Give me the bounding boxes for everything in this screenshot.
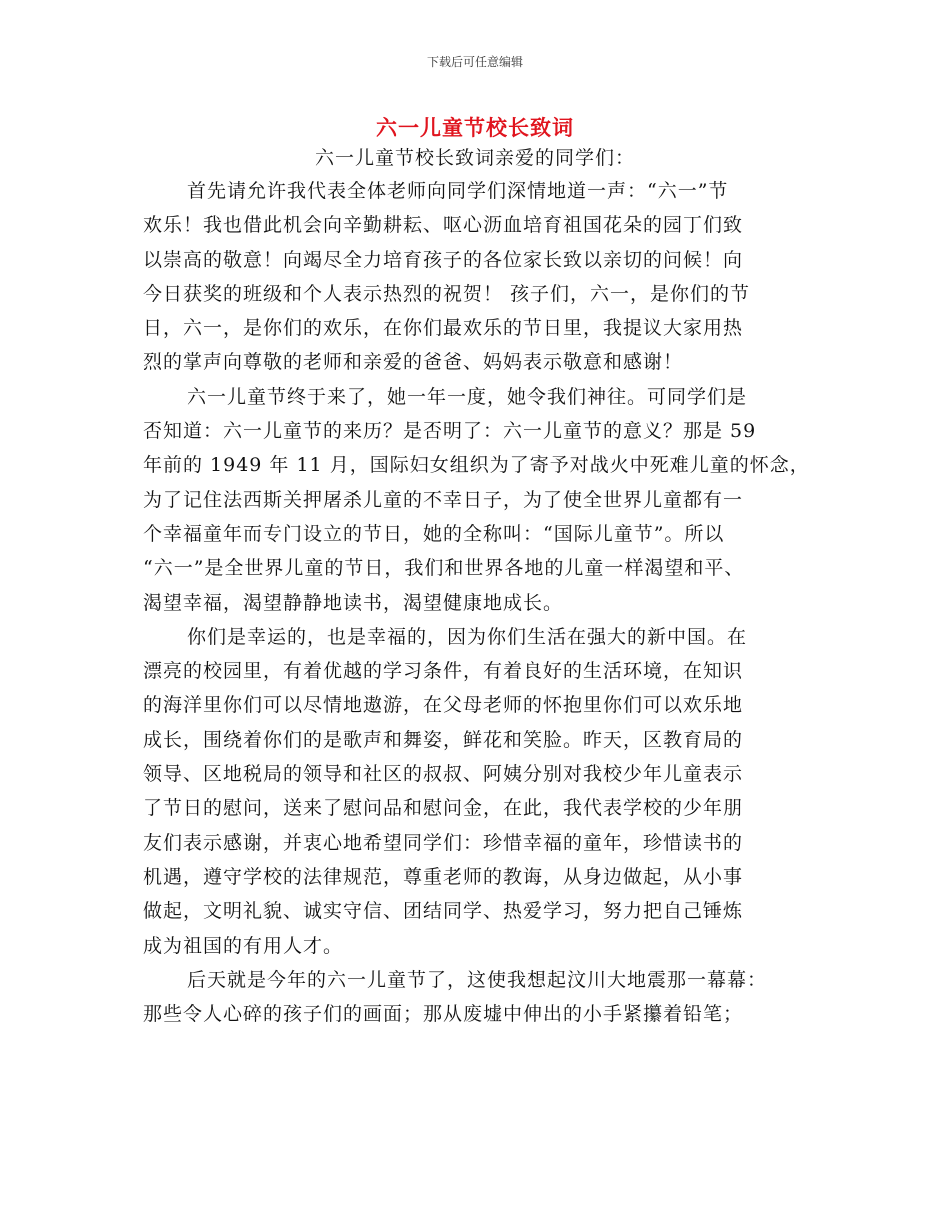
paragraph-line: 了节日的慰问，送来了慰问品和慰问金，在此，我代表学校的少年朋 [143,797,744,820]
paragraph-line: 以崇高的敬意！向竭尽全力培育孩子的各位家长致以亲切的问候！向 [143,248,744,271]
paragraph-line: 漂亮的校园里，有着优越的学习条件，有着良好的生活环境，在知识 [143,660,744,683]
paragraph-line: 机遇，遵守学校的法律规范，尊重老师的教诲，从身边做起，从小事 [143,865,744,888]
paragraph-line: 后天就是今年的六一儿童节了，这使我想起汶川大地震那一幕幕： [187,968,768,991]
paragraph-line: 渴望幸福，渴望静静地读书，渴望健康地成长。 [143,591,564,614]
paragraph-line: 你们是幸运的，也是幸福的，因为你们生活在强大的新中国。在 [187,625,748,648]
paragraph-line: 的海洋里你们可以尽情地遨游，在父母老师的怀抱里你们可以欢乐地 [143,694,744,717]
paragraph-line: 个幸福童年而专门设立的节日，她的全称叫：“国际儿童节”。所以 [143,522,725,545]
paragraph-4 [143,963,803,1032]
paragraph-line: 否知道：六一儿童节的来历？是否明了：六一儿童节的意义？那是 59 [143,420,757,443]
paragraph-2 [143,380,810,620]
document-subtitle: 六一儿童节校长致词亲爱的同学们： [314,147,635,169]
paragraph-line: 日，六一，是你们的欢乐，在你们最欢乐的节日里，我提议大家用热 [143,317,744,340]
paragraph-3 [143,620,803,963]
paragraph-line: 做起，文明礼貌、诚实守信、团结同学、热爱学习，努力把自己锤炼 [143,900,744,923]
paragraph-line: 领导、区地税局的领导和社区的叔叔、阿姨分别对我校少年儿童表示 [143,763,744,786]
paragraph-line: 友们表示感谢，并衷心地希望同学们：珍惜幸福的童年，珍惜读书的 [143,831,744,854]
document-title: 六一儿童节校长致词 [376,116,574,140]
paragraph-line: 烈的掌声向尊敬的老师和亲爱的爸爸、妈妈表示敬意和感谢！ [143,351,684,374]
paragraph-line: 今日获奖的班级和个人表示热烈的祝贺！ 孩子们，六一，是你们的节 [143,282,751,305]
header-note: 下载后可任意编辑 [426,55,523,69]
paragraph-line: 成为祖国的有用人才。 [143,934,344,957]
paragraph-line: 成长，围绕着你们的是歌声和舞姿，鲜花和笑脸。昨天，区教育局的 [143,728,744,751]
paragraph-line: 六一儿童节终于来了，她一年一度，她令我们神往。可同学们是 [187,385,748,408]
paragraph-line: 那些令人心碎的孩子们的画面；那从废墟中伸出的小手紧攥着铅笔； [143,1003,744,1026]
paragraph-line: 欢乐！我也借此机会向辛勤耕耘、呕心沥血培育祖国花朵的园丁们致 [143,214,744,237]
paragraph-line: 首先请允许我代表全体老师向同学们深情地道一声：“六一”节 [187,180,729,202]
paragraph-1 [143,174,803,380]
document-body [143,174,810,1031]
paragraph-line: 年前的 1949 年 11 月，国际妇女组织为了寄予对战火中死难儿童的怀念， [143,454,810,477]
paragraph-line: 为了记住法西斯关押屠杀儿童的不幸日子，为了使全世界儿童都有一 [143,488,744,511]
paragraph-line: “六一”是全世界儿童的节日，我们和世界各地的儿童一样渴望和平、 [143,557,745,580]
